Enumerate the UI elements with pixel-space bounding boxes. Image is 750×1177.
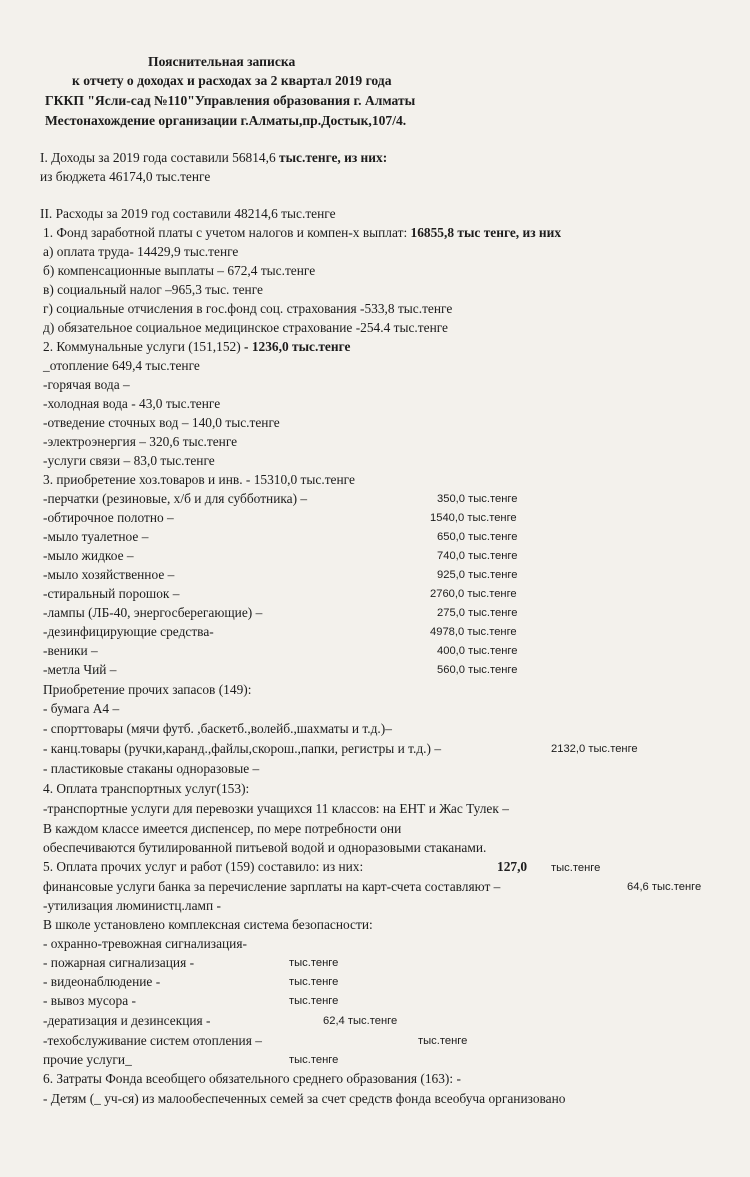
supply-item-label: -мыло туалетное – (43, 529, 149, 544)
transport-heading: 4. Оплата транспортных услуг(153): (43, 781, 250, 796)
supplies-heading: 3. приобретение хоз.товаров и инв. - 15310,0 тыс.тенге (43, 472, 355, 487)
utilities-text-bold: - 1236,0 тыс.тенге (244, 339, 351, 354)
payroll-item: б) компенсационные выплаты – 672,4 тыс.тенге (43, 263, 316, 278)
supply-item-value: 2760,0 тыс.тенге (430, 588, 517, 600)
supply-item-label: -метла Чий – (43, 662, 117, 677)
supply-item-label: -мыло жидкое – (43, 548, 134, 563)
utility-item: -электроэнергия – 320,6 тыс.тенге (43, 434, 238, 449)
fund-heading: 6. Затраты Фонда всеобщего обязательного среднего образования (163): - (43, 1071, 461, 1086)
bank-fees-line: финансовые услуги банка за перечисление зарплаты на карт-счета составляют – (43, 879, 501, 894)
payroll-item: в) социальный налог –965,3 тыс. тенге (43, 282, 263, 297)
utility-item: -горячая вода – (43, 377, 130, 392)
payroll-item: д) обязательное социальное медицинское страхование -254.4 тыс.тенге (43, 320, 449, 335)
other-stock-heading: Приобретение прочих запасов (149): (43, 682, 252, 697)
other-services-total: 127,0 (497, 859, 528, 874)
transport-line: В каждом классе имеется диспенсер, по мере потребности они (43, 821, 402, 836)
supply-item-label: -обтирочное полотно – (43, 510, 174, 525)
supply-item-label: -мыло хозяйственное – (43, 567, 175, 582)
transport-line: -транспортные услуги для перевозки учащихся 11 классов: на ЕНТ и Жас Тулек – (43, 801, 509, 816)
other-stock-item: - канц.товары (ручки,каранд.,файлы,скорош.,папки, регистры и т.д.) – (43, 741, 442, 756)
other-stock-item: - пластиковые стаканы одноразовые – (43, 761, 260, 776)
other-services-heading: 5. Оплата прочих услуг и работ (159) составило: из них: (43, 859, 364, 874)
utility-item: -отведение сточных вод – 140,0 тыс.тенге (43, 415, 280, 430)
budget-income: из бюджета 46174,0 тыс.тенге (40, 169, 211, 184)
supply-item-value: 4978,0 тыс.тенге (430, 626, 517, 638)
supply-item-value: 275,0 тыс.тенге (437, 607, 518, 619)
utilities-line (43, 338, 350, 356)
stationery-value: 2132,0 тыс.тенге (551, 743, 638, 755)
security-item-label: -дератизация и дезинсекция - (43, 1013, 211, 1028)
payroll-item: г) социальные отчисления в гос.фонд соц. страхования -533,8 тыс.тенге (43, 301, 453, 316)
security-item-value: тыс.тенге (289, 976, 339, 988)
income-line (40, 149, 387, 167)
other-stock-item: - спорттовары (мячи футб. ,баскетб.,волейб.,шахматы и т.д.)– (43, 721, 392, 736)
bank-fees-value: 64,6 тыс.тенге (627, 881, 702, 893)
supply-item-value: 650,0 тыс.тенге (437, 531, 518, 543)
security-item-value: тыс.тенге (418, 1035, 468, 1047)
security-item-label: - охранно-тревожная сигнализация- (43, 936, 247, 951)
utility-item: -холодная вода - 43,0 тыс.тенге (43, 396, 221, 411)
income-text-bold: тыс.тенге, из них: (279, 150, 388, 165)
document-title: Пояснительная записка (148, 54, 296, 69)
supply-item-label: -веники – (43, 643, 98, 658)
supply-item-value: 740,0 тыс.тенге (437, 550, 518, 562)
supply-item-value: 400,0 тыс.тенге (437, 645, 518, 657)
supply-item-label: -лампы (ЛБ-40, энергосберегающие) – (43, 605, 263, 620)
security-item-label: - видеонаблюдение - (43, 974, 161, 989)
payroll-item: а) оплата труда- 14429,9 тыс.тенге (43, 244, 239, 259)
supply-item-label: -перчатки (резиновые, х/б и для субботника) – (43, 491, 308, 506)
payroll-text-bold: 16855,8 тыс тенге, из них (410, 225, 562, 240)
security-item-value: тыс.тенге (289, 957, 339, 969)
lamp-disposal-line: -утилизация люминистц.ламп - (43, 898, 221, 913)
security-item-label: прочие услуги_ (43, 1052, 132, 1067)
security-item-label: - вывоз мусора - (43, 993, 136, 1008)
security-intro: В школе установлено комплексная система безопасности: (43, 917, 373, 932)
organization-location: Местонахождение организации г.Алматы,пр.Достык,107/4. (45, 113, 407, 128)
security-item-value: тыс.тенге (289, 995, 339, 1007)
organization-name: ГККП "Ясли-сад №110"Управления образования г. Алматы (45, 93, 416, 108)
supply-item-value: 560,0 тыс.тенге (437, 664, 518, 676)
supply-item-value: 1540,0 тыс.тенге (430, 512, 517, 524)
security-item-value: тыс.тенге (289, 1054, 339, 1066)
security-item-label: - пожарная сигнализация - (43, 955, 195, 970)
supply-item-value: 350,0 тыс.тенге (437, 493, 518, 505)
transport-line: обеспечиваются бутилированной питьевой водой и одноразовыми стаканами. (43, 840, 487, 855)
supply-item-label: -стиральный порошок – (43, 586, 180, 601)
payroll-line (43, 224, 561, 242)
payroll-text: 1. Фонд заработной платы с учетом налогов и компен-х выплат: (43, 225, 411, 240)
utility-item: -услуги связи – 83,0 тыс.тенге (43, 453, 215, 468)
other-services-unit: тыс.тенге (551, 862, 601, 874)
other-stock-item: - бумага А4 – (43, 701, 120, 716)
supply-item-value: 925,0 тыс.тенге (437, 569, 518, 581)
supply-item-label: -дезинфицирующие средства- (43, 624, 214, 639)
income-text: I. Доходы за 2019 года составили 56814,6 (40, 150, 280, 165)
security-item-value: 62,4 тыс.тенге (323, 1015, 398, 1027)
utilities-text: 2. Коммунальные услуги (151,152) (43, 339, 245, 354)
expenses-heading: II. Расходы за 2019 год составили 48214,6 тыс.тенге (40, 206, 336, 221)
fund-line: - Детям (_ уч-ся) из малообеспеченных семей за счет средств фонда всеобуча организовано (43, 1091, 566, 1106)
utility-item: _отопление 649,4 тыс.тенге (43, 358, 200, 373)
document-subtitle: к отчету о доходах и расходах за 2 квартал 2019 года (72, 73, 392, 88)
security-item-label: -техобслуживание систем отопления – (43, 1033, 262, 1048)
